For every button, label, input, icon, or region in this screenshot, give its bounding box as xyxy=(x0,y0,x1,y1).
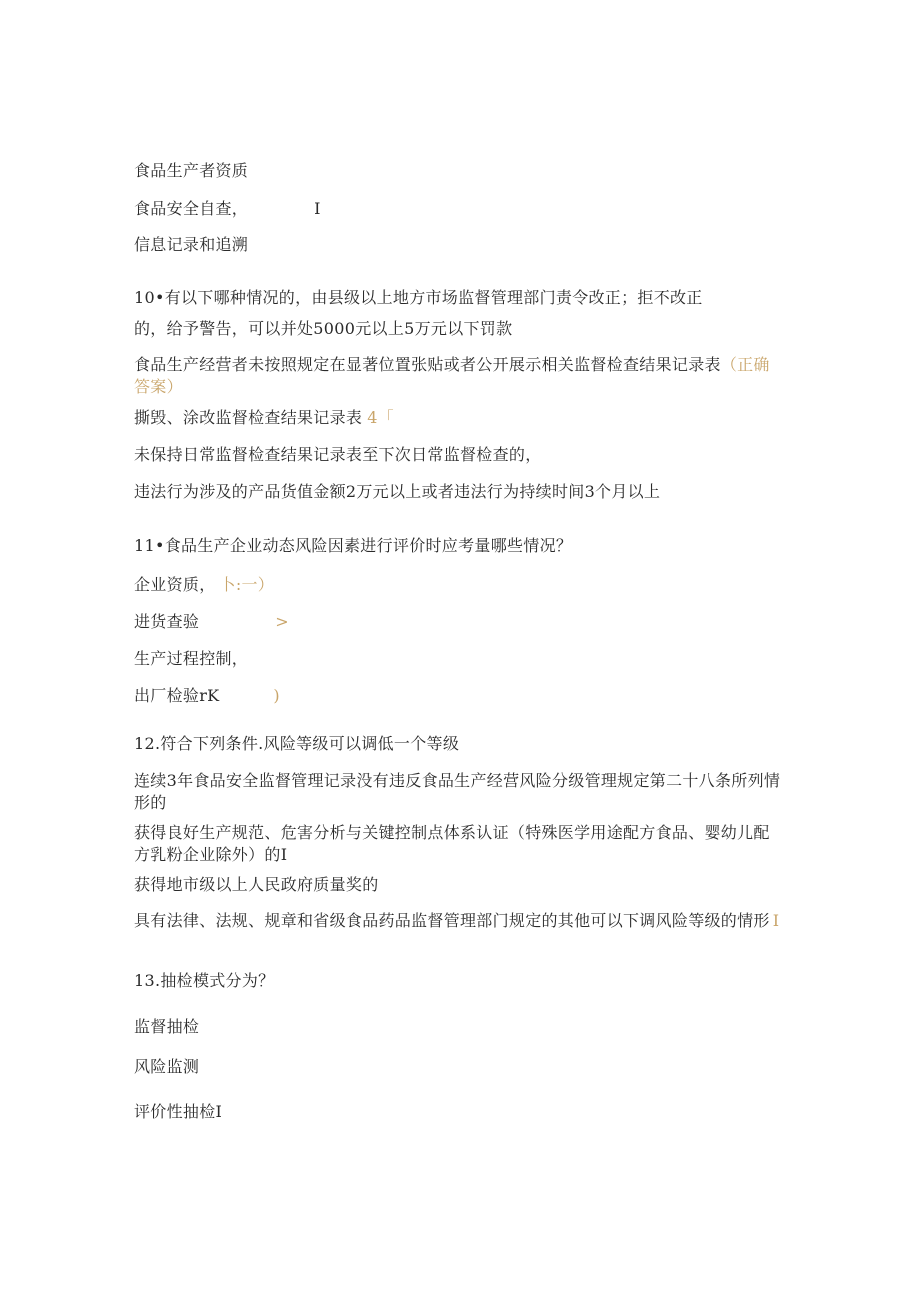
correct-answer-mark: （正确答案） xyxy=(134,355,770,396)
option-text: 具有法律、法规、规章和省级食品药品监督管理部门规定的其他可以下调风险等级的情形 xyxy=(134,911,770,930)
q9-option-1 xyxy=(134,160,784,182)
option-text: 风险监测 xyxy=(134,1057,200,1076)
option-text: 出厂检验rK xyxy=(134,686,220,705)
q11-question xyxy=(134,535,784,557)
question-text: 11•食品生产企业动态风险因素进行评价时应考量哪些情况？ xyxy=(134,536,573,555)
option-text: 企业资质， xyxy=(134,575,216,594)
q13-question xyxy=(134,970,784,992)
question-text: 的，给予警告，可以并处5000元以上5万元以下罚款 xyxy=(134,319,513,338)
q11-option-3 xyxy=(134,648,784,670)
q10-option-1 xyxy=(134,354,784,398)
q10-question-line-2 xyxy=(134,318,784,340)
q9-option-3 xyxy=(134,234,784,256)
option-mark: I xyxy=(314,199,321,218)
question-text: 10•有以下哪种情况的，由县级以上地方市场监督管理部门责令改正；拒不改正 xyxy=(134,288,703,307)
option-mark: ) xyxy=(273,686,280,705)
option-text: 未保持日常监督检查结果记录表至下次日常监督检查的， xyxy=(134,445,542,464)
option-text: 连续3年食品安全监督管理记录没有违反食品生产经营风险分级管理规定第二十八条所列情形的 xyxy=(134,771,781,812)
q10-option-3 xyxy=(134,444,784,466)
option-text: 信息记录和追溯 xyxy=(134,235,249,254)
option-text: 撕毁、涂改监督检查结果记录表 xyxy=(134,408,363,427)
option-text: 食品安全自查， xyxy=(134,199,249,218)
q10-option-4 xyxy=(134,481,784,503)
q9-option-2 xyxy=(134,198,784,220)
q13-option-1 xyxy=(134,1016,784,1038)
question-text: 12.符合下列条件.风险等级可以调低一个等级 xyxy=(134,734,460,753)
option-text: 违法行为涉及的产品货值金额2万元以上或者违法行为持续时间3个月以上 xyxy=(134,482,661,501)
option-text: 获得地市级以上人民政府质量奖的 xyxy=(134,875,379,894)
option-text: 食品生产经营者未按照规定在显著位置张贴或者公开展示相关监督检查结果记录表 xyxy=(134,355,721,374)
q12-option-3 xyxy=(134,874,784,896)
option-mark: 4「 xyxy=(367,408,394,427)
option-mark: > xyxy=(275,612,289,631)
option-text: 评价性抽检I xyxy=(134,1102,223,1121)
q11-option-4 xyxy=(134,685,784,707)
option-text: 监督抽检 xyxy=(134,1017,200,1036)
q12-question xyxy=(134,733,784,755)
q12-option-2 xyxy=(134,822,784,866)
q10-question-line-1 xyxy=(134,287,784,309)
option-mark: 卜:一） xyxy=(219,575,275,594)
option-text: 获得良好生产规范、危害分析与关键控制点体系认证（特殊医学用途配方食品、婴幼儿配方乳粉企业除外）的I xyxy=(134,823,770,864)
option-mark: I xyxy=(772,911,780,930)
q11-option-2 xyxy=(134,611,784,633)
q13-option-3 xyxy=(134,1101,784,1123)
q12-option-1 xyxy=(134,770,784,814)
q12-option-4 xyxy=(134,910,784,932)
question-text: 13.抽检模式分为？ xyxy=(134,971,275,990)
option-text: 生产过程控制， xyxy=(134,649,249,668)
q11-option-1 xyxy=(134,574,784,596)
option-text: 食品生产者资质 xyxy=(134,161,249,180)
q10-option-2 xyxy=(134,407,784,429)
q13-option-2 xyxy=(134,1056,784,1078)
option-text: 进货查验 xyxy=(134,612,200,631)
